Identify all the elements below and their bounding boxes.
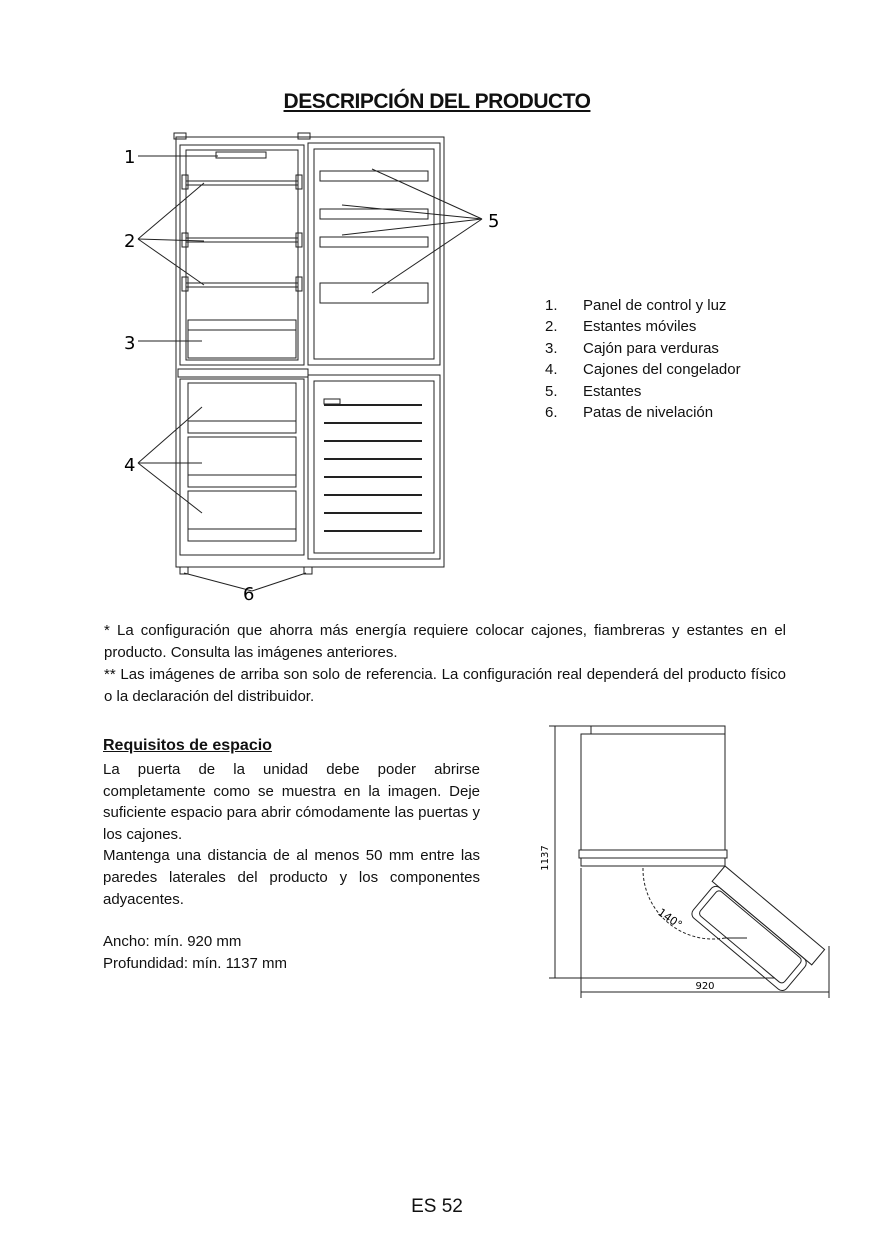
space-para-distance: Mantenga una distancia de al menos 50 mm entre las paredes laterales del producto y los componentes adyacentes. xyxy=(103,847,480,908)
crisper-drawer xyxy=(188,320,296,358)
leveling-foot-left xyxy=(180,567,188,574)
configuration-notes xyxy=(104,620,786,708)
callout-2: 2 xyxy=(124,231,136,252)
fridge-door xyxy=(308,143,440,365)
callout-1: 1 xyxy=(124,147,136,168)
note-reference: ** Las imágenes de arriba son solo de referencia. La configuración real dependerá del producto físico o la declaración del distribuidor. xyxy=(104,666,786,705)
angle-label: 140° xyxy=(655,905,685,932)
clearance-diagram xyxy=(535,718,840,1003)
page-number: ES 52 xyxy=(411,1196,463,1217)
callout-5: 5 xyxy=(488,211,500,232)
callout-4: 4 xyxy=(124,455,136,476)
legend-item: 2. Estantes móviles xyxy=(545,318,697,336)
depth-dimension-label: 1137 xyxy=(540,845,551,871)
legend-item: 6. Patas de nivelación xyxy=(545,404,714,422)
callout-6: 6 xyxy=(243,584,255,605)
space-depth: Profundidad: mín. 1137 mm xyxy=(103,954,287,972)
cabinet-outline xyxy=(176,137,444,567)
page-title: DESCRIPCIÓN DEL PRODUCTO xyxy=(283,90,591,113)
space-requirements-heading: Requisitos de espacio xyxy=(103,737,272,754)
callout-3: 3 xyxy=(124,333,136,354)
fridge-diagram xyxy=(110,125,510,610)
legend-item: 1. Panel de control y luz xyxy=(545,297,727,314)
space-requirements-text xyxy=(103,759,480,974)
note-energy: * La configuración que ahorra más energía requiere colocar cajones, fiambreras y estantes en el producto. Consulta las imágenes anteriores. xyxy=(104,622,786,661)
appliance-top-view xyxy=(581,734,725,850)
parts-legend xyxy=(545,295,741,423)
fridge-compartment xyxy=(180,145,304,365)
legend-item: 5. Estantes xyxy=(545,382,642,400)
legend-item: 3. Cajón para verduras xyxy=(545,339,719,357)
control-panel xyxy=(216,152,266,158)
legend-item: 4. Cajones del congelador xyxy=(545,361,741,379)
width-dimension-label: 920 xyxy=(695,981,715,992)
space-width: Ancho: mín. 920 mm xyxy=(103,933,242,951)
space-para-door: La puerta de la unidad debe poder abrirse completamente como se muestra en la imagen. Deje suficiente espacio para abrir cómodamente las puertas y los cajones. xyxy=(103,761,480,843)
